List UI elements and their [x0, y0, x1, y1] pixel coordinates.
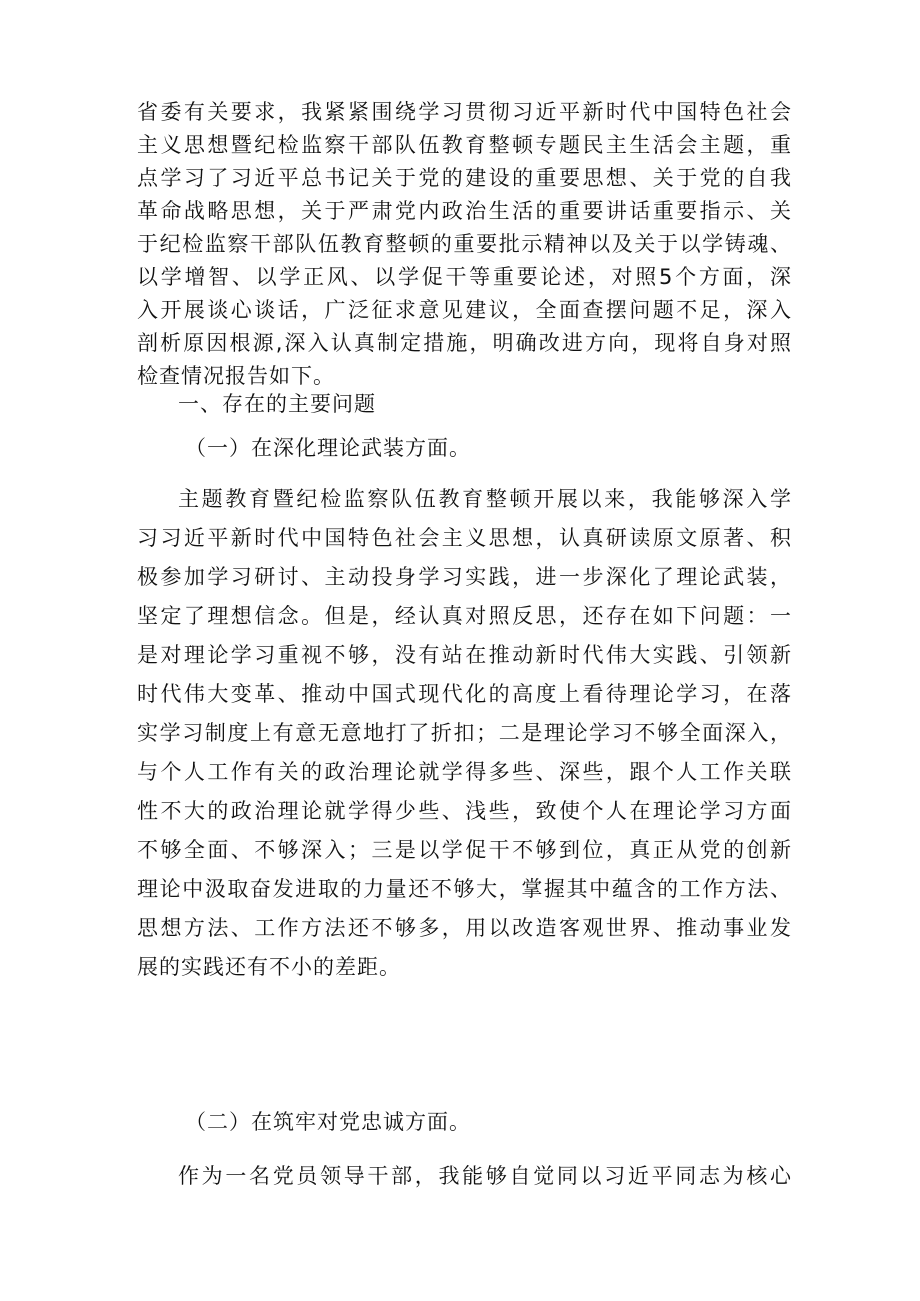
intro-line: 点学习了习近平总书记关于党的建设的重要思想、关于党的自我: [137, 166, 792, 190]
section-heading: 一、存在的主要问题: [178, 392, 376, 416]
intro-line: 入开展谈心谈话，广泛征求意见建议，全面查摆问题不足，深入: [137, 298, 792, 322]
body-line: 主题教育暨纪检监察队伍教育整顿开展以来，我能够深入学: [178, 487, 792, 511]
body-line: 展的实践还有不小的差距。: [137, 955, 401, 979]
body-line: 不够全面、不够深入；三是以学促干不够到位，真正从党的创新: [137, 838, 792, 862]
intro-line: 于纪检监察干部队伍教育整顿的重要批示精神以及关于以学铸魂、: [137, 232, 792, 256]
body-line: 坚定了理想信念。但是，经认真对照反思，还存在如下问题：一: [137, 604, 792, 628]
subsection-heading-2: （二）在筑牢对党忠诚方面。: [185, 1110, 471, 1134]
intro-paragraph: [137, 96, 792, 393]
intro-line: 剖析原因根源,深入认真制定措施，明确改进方向，现将自身对照: [137, 331, 792, 355]
intro-line: 主义思想暨纪检监察干部队伍教育整顿专题民主生活会主题，重: [137, 133, 792, 157]
body-paragraph-1: [137, 480, 792, 987]
subsection-heading-1: （一）在深化理论武装方面。: [185, 436, 471, 460]
intro-line: 省委有关要求，我紧紧围绕学习贯彻习近平新时代中国特色社会: [137, 100, 792, 124]
body-line: 实学习制度上有意无意地打了折扣；二是理论学习不够全面深入，: [137, 721, 792, 745]
body-line: 时代伟大变革、推动中国式现代化的高度上看待理论学习，在落: [137, 682, 792, 706]
body-line: 理论中汲取奋发进取的力量还不够大，掌握其中蕴含的工作方法、: [137, 877, 792, 901]
body-line: 习习近平新时代中国特色社会主义思想，认真研读原文原著、积: [137, 526, 792, 550]
body-line: 思想方法、工作方法还不够多，用以改造客观世界、推动事业发: [137, 916, 792, 940]
body-paragraph-2: 作为一名党员领导干部，我能够自觉同以习近平同志为核心: [178, 1164, 792, 1188]
body-line: 性不大的政治理论就学得少些、浅些，致使个人在理论学习方面: [137, 799, 792, 823]
body-line: 与个人工作有关的政治理论就学得多些、深些，跟个人工作关联: [137, 760, 792, 784]
body-line: 极参加学习研讨、主动投身学习实践，进一步深化了理论武装，: [137, 565, 792, 589]
intro-line: 革命战略思想，关于严肃党内政治生活的重要讲话重要指示、关: [137, 199, 792, 223]
intro-line: 检查情况报告如下。: [137, 364, 335, 388]
body-line: 是对理论学习重视不够，没有站在推动新时代伟大实践、引领新: [137, 643, 792, 667]
intro-line: 以学增智、以学正风、以学促干等重要论述，对照5个方面，深: [137, 265, 792, 289]
